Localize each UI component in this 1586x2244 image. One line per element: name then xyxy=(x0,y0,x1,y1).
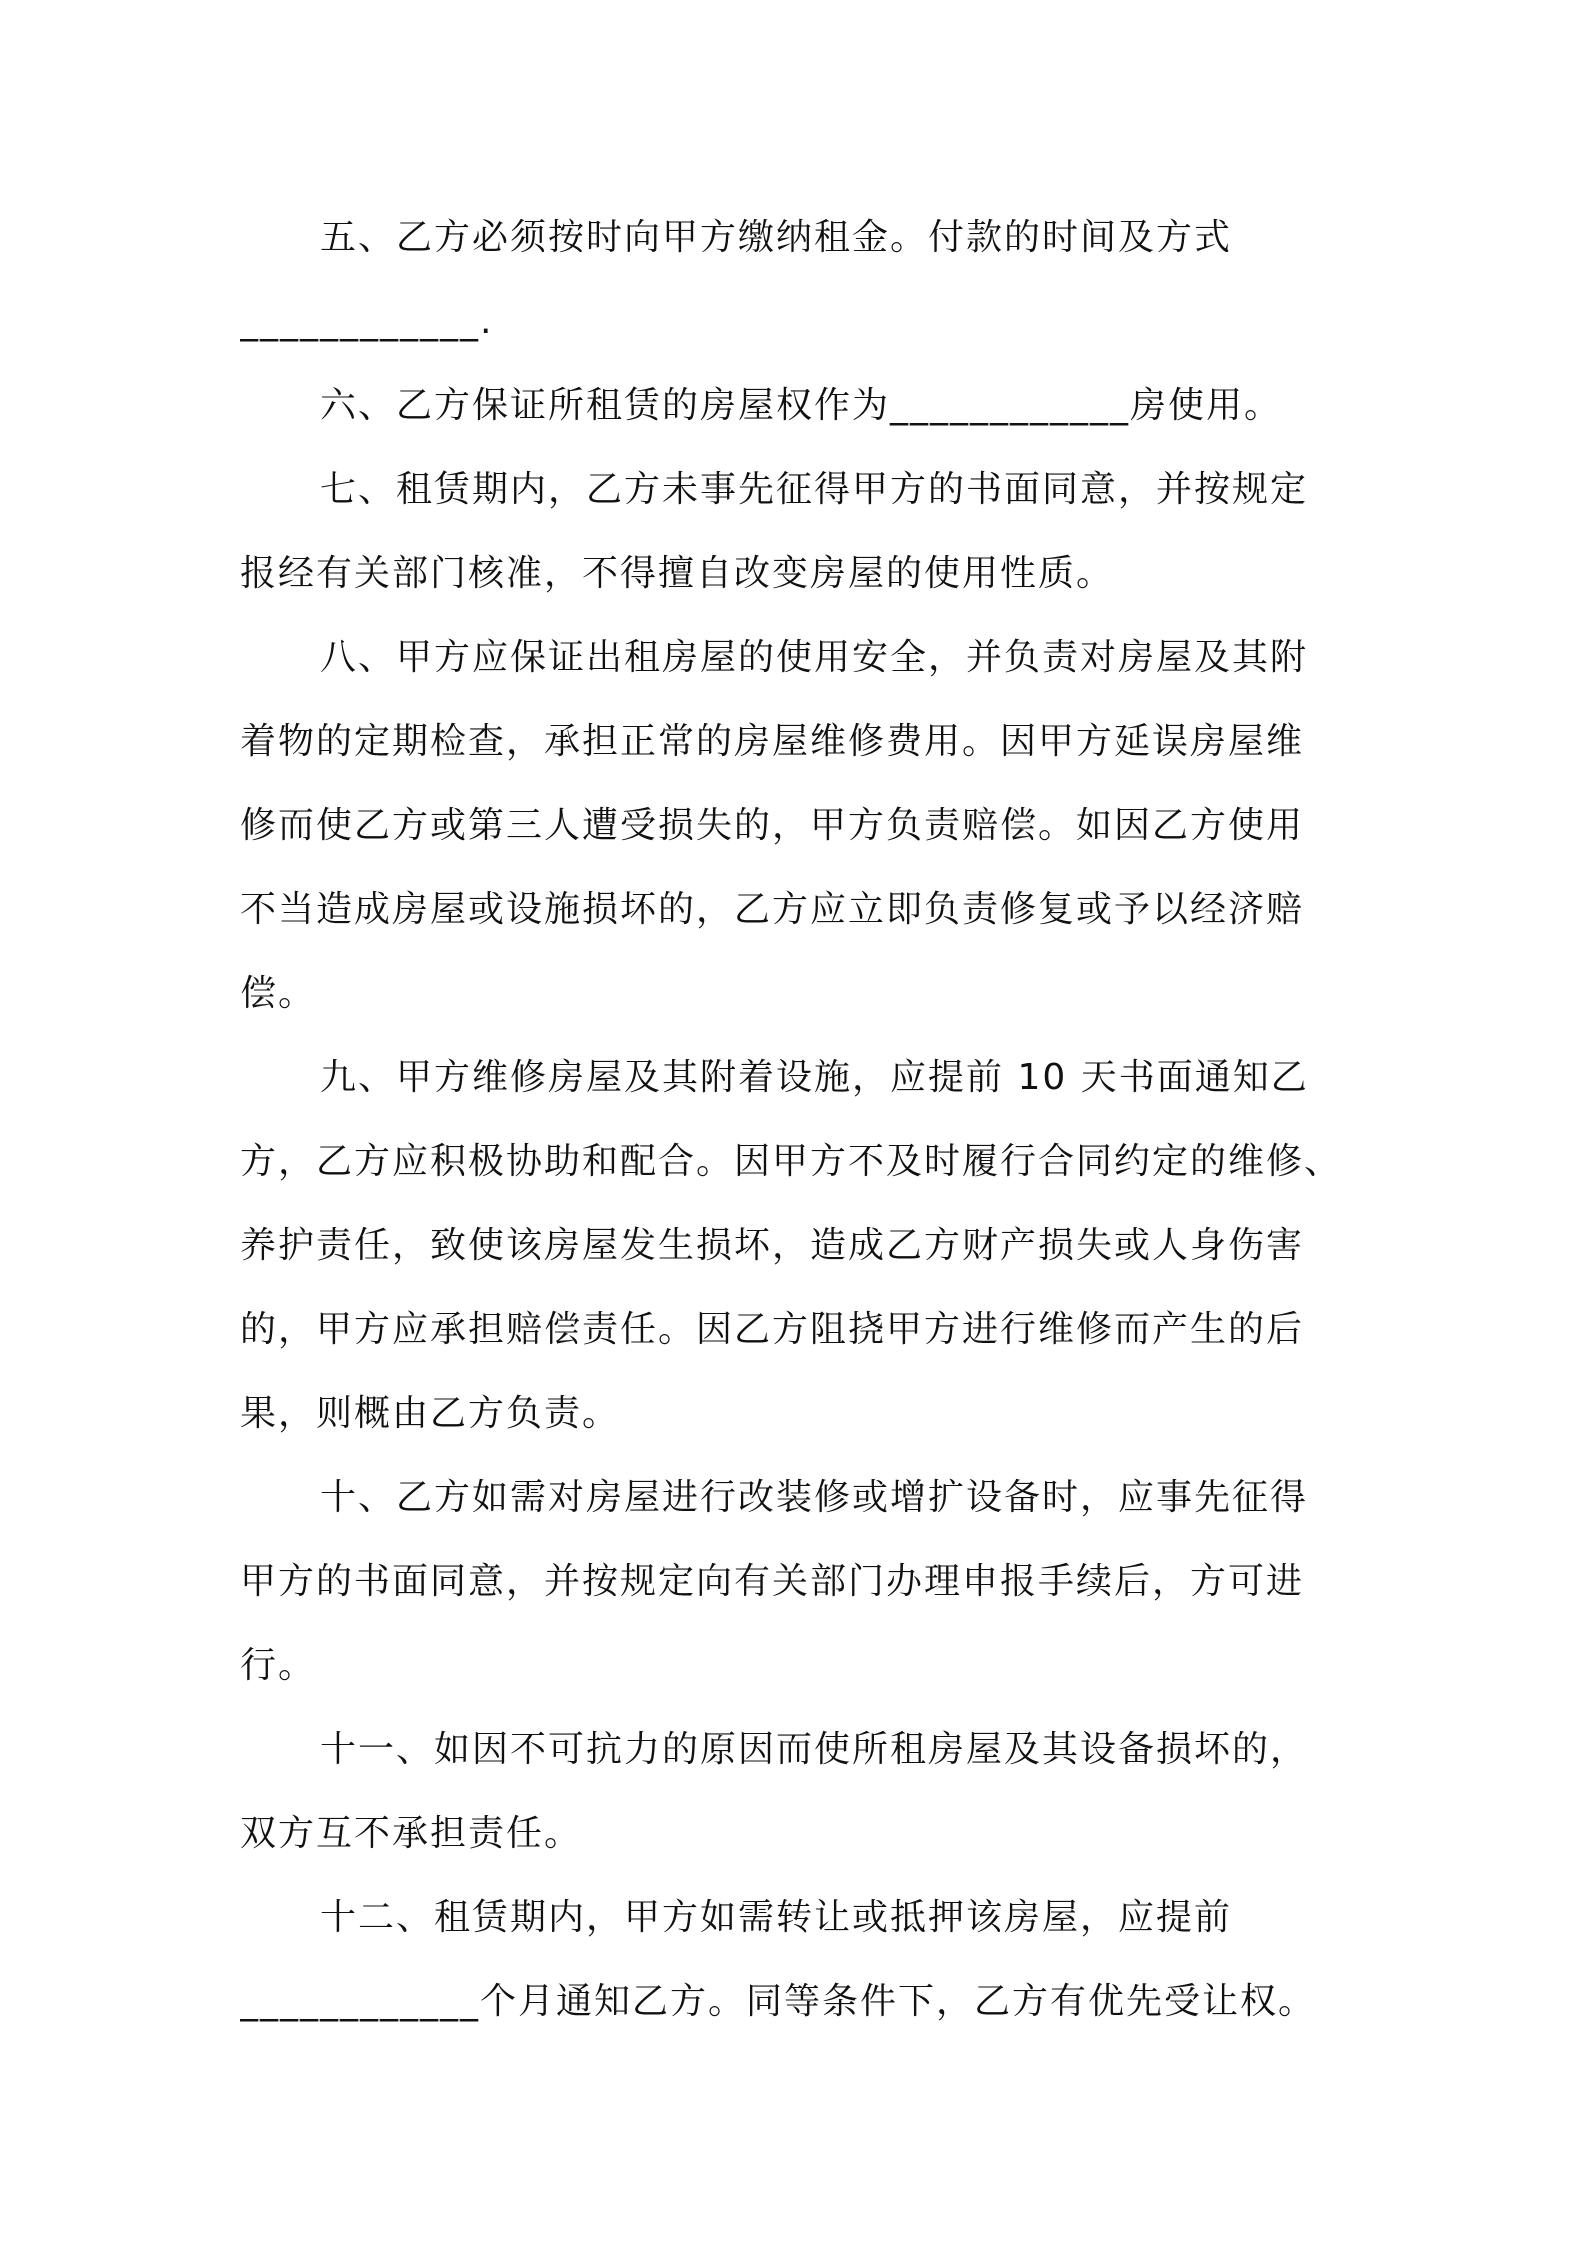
text-line: 偿。 xyxy=(240,973,317,1014)
text-line: 甲方的书面同意，并按规定向有关部门办理申报手续后，方可进 xyxy=(240,1561,1305,1602)
text-line: ____________个月通知乙方。同等条件下，乙方有优先受让权。 xyxy=(240,1981,1317,2022)
text-line: 七、租赁期内，乙方未事先征得甲方的书面同意，并按规定 xyxy=(320,469,1309,510)
text-line: 十一、如因不可抗力的原因而使所租房屋及其设备损坏的， xyxy=(320,1729,1309,1770)
text-line: 的，甲方应承担赔偿责任。因乙方阻挠甲方进行维修而产生的后 xyxy=(240,1309,1305,1350)
text-line: 八、甲方应保证出租房屋的使用安全，并负责对房屋及其附 xyxy=(320,637,1309,678)
clause-eleven xyxy=(240,1708,1356,1876)
clause-six xyxy=(240,364,1356,448)
clause-nine xyxy=(240,1036,1356,1456)
text-line: 修而使乙方或第三人遭受损失的，甲方负责赔偿。如因乙方使用 xyxy=(240,805,1305,846)
clause-five xyxy=(240,196,1356,364)
text-line: ____________. xyxy=(240,301,494,342)
text-line: 果，则概由乙方负责。 xyxy=(240,1393,621,1434)
text-line: 着物的定期检查，承担正常的房屋维修费用。因甲方延误房屋维 xyxy=(240,721,1305,762)
contract-body xyxy=(240,196,1356,2044)
text-line: 九、甲方维修房屋及其附着设施，应提前 10 天书面通知乙 xyxy=(320,1057,1309,1098)
text-line: 双方互不承担责任。 xyxy=(240,1813,583,1854)
clause-eight xyxy=(240,616,1356,1036)
clause-twelve xyxy=(240,1876,1356,2044)
text-line: 行。 xyxy=(240,1645,317,1686)
text-line: 五、乙方必须按时向甲方缴纳租金。付款的时间及方式 xyxy=(320,217,1233,258)
clause-ten xyxy=(240,1456,1356,1708)
text-line: 方，乙方应积极协助和配合。因甲方不及时履行合同约定的维修、 xyxy=(240,1141,1343,1182)
clause-seven xyxy=(240,448,1356,616)
text-line: 不当造成房屋或设施损坏的，乙方应立即负责修复或予以经济赔 xyxy=(240,889,1305,930)
text-line: 报经有关部门核准，不得擅自改变房屋的使用性质。 xyxy=(240,553,1115,594)
text-line: 十二、租赁期内，甲方如需转让或抵押该房屋，应提前 xyxy=(320,1897,1233,1938)
text-line: 十、乙方如需对房屋进行改装修或增扩设备时，应事先征得 xyxy=(320,1477,1309,1518)
text-line: 养护责任，致使该房屋发生损坏，造成乙方财产损失或人身伤害 xyxy=(240,1225,1305,1266)
text-line: 六、乙方保证所租赁的房屋权作为____________房使用。 xyxy=(320,385,1283,426)
